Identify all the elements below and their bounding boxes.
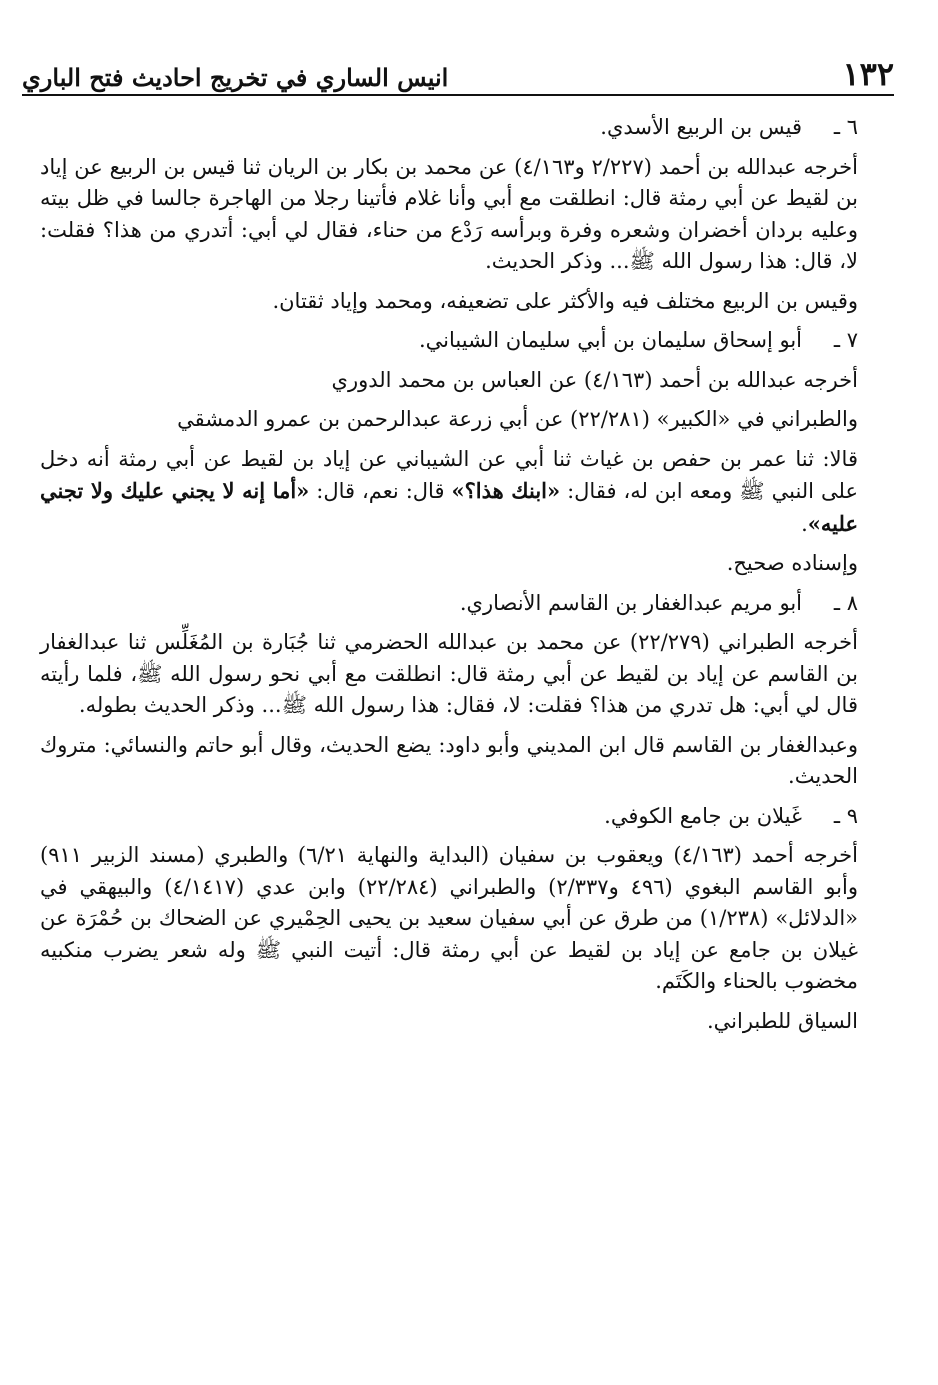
paragraph: وإسناده صحيح. [726, 551, 858, 575]
paragraph: أخرجه الطبراني (٢٢/٢٧٩) عن محمد بن عبدالله الحضرمي ثنا جُبَارة بن المُغَلِّس ثنا عبدالغفار بن القاسم عن إياد بن لقيط عن أبي رمثة قال: انطلقت مع أبي نحو رسول الله ﷺ، فلما رأيته قال لي أبي: هل تدري من هذا؟ فقلت: لا، فقال: هذا رسول الله ﷺ... وذكر الحديث بطوله. [40, 630, 858, 717]
paragraph: وقيس بن الربيع مختلف فيه والأكثر على تضعيفه، ومحمد وإياد ثقتان. [272, 288, 858, 313]
entry-number: ٦ ـ [833, 115, 858, 139]
paragraph: أخرجه عبدالله بن أحمد (٢/٢٢٧ و٤/١٦٣) عن محمد بن بكار بن الريان ثنا قيس بن الربيع عن إياد بن لقيط عن أبي رمثة قال: انطلقت مع أبي وأنا غلام فأتينا رجلا من الهاجرة جالسا في ظل بيته وعليه بردان أخضران وشعره وفرة وبرأسه رَدْع من حناء، فقال لي أبي: أتدري من هذا؟ فقلت: لا، قال: هذا رسول الله ﷺ... وذكر الحديث. [40, 154, 859, 273]
paragraph: أخرجه عبدالله بن أحمد (٤/١٦٣) عن العباس بن محمد الدوري [331, 367, 858, 392]
text-run: . [801, 511, 808, 536]
entry-title: قيس بن الربيع الأسدي. [600, 115, 802, 139]
paragraph: وعبدالغفار بن القاسم قال ابن المديني وأبو داود: يضع الحديث، وقال أبو حاتم والنسائي: متروك الحديث. [40, 732, 858, 788]
entry-heading [40, 801, 858, 833]
entry-heading [40, 588, 858, 620]
text-run: قالا: ثنا عمر بن حفص بن غياث ثنا أبي عن الشيباني عن إياد بن لقيط عن أبي رمثة أنه دخل على النبي ﷺ ومعه ابن له، فقال: [40, 446, 858, 503]
page-number: ١٣٢ [842, 55, 894, 93]
entry-title: أبو إسحاق سليمان بن أبي سليمان الشيباني. [418, 328, 802, 352]
hadith-quote: «أما إنه لا يجني عليك ولا تجني عليه» [40, 478, 858, 536]
entry-number: ٨ ـ [833, 590, 858, 615]
paragraph [40, 444, 858, 541]
entry-title: غَيلان بن جامع الكوفي. [604, 803, 802, 828]
entry-heading [40, 325, 858, 357]
entry-number: ٧ ـ [833, 328, 858, 352]
hadith-quote: «ابنك هذا؟» [451, 478, 561, 503]
entry-heading [40, 112, 858, 144]
paragraph: أخرجه أحمد (٤/١٦٣) ويعقوب بن سفيان (البداية والنهاية ٦/٢١) والطبري (مسند الزبير ٩١١) وأبو القاسم البغوي (٤٩٦ و٢/٣٣٧) والطبراني (٢٢/٢٨٤) وابن عدي (٤/١٤١٧) والبيهقي في «الدلائل» (١/٢٣٨) من طرق عن أبي سفيان سعيد بن يحيى الحِمْيري عن الضحاك بن حُمْرَة عن غيلان بن جامع عن إياد بن لقيط عن أبي رمثة قال: أتيت النبي ﷺ وله شعر يضرب منكبيه مخضوب بالحناء والكَتَم. [40, 843, 858, 993]
running-header [22, 48, 894, 96]
entry-title: أبو مريم عبدالغفار بن القاسم الأنصاري. [459, 590, 802, 615]
book-title: انيس الساري في تخريج احاديث فتح الباري [22, 63, 449, 92]
page-body [40, 112, 858, 1045]
paragraph: والطبراني في «الكبير» (٢٢/٢٨١) عن أبي زرعة عبدالرحمن بن عمرو الدمشقي [177, 407, 858, 431]
paragraph: السياق للطبراني. [706, 1008, 858, 1033]
entry-number: ٩ ـ [833, 803, 858, 828]
text-run: قال: نعم، قال: [309, 479, 452, 503]
